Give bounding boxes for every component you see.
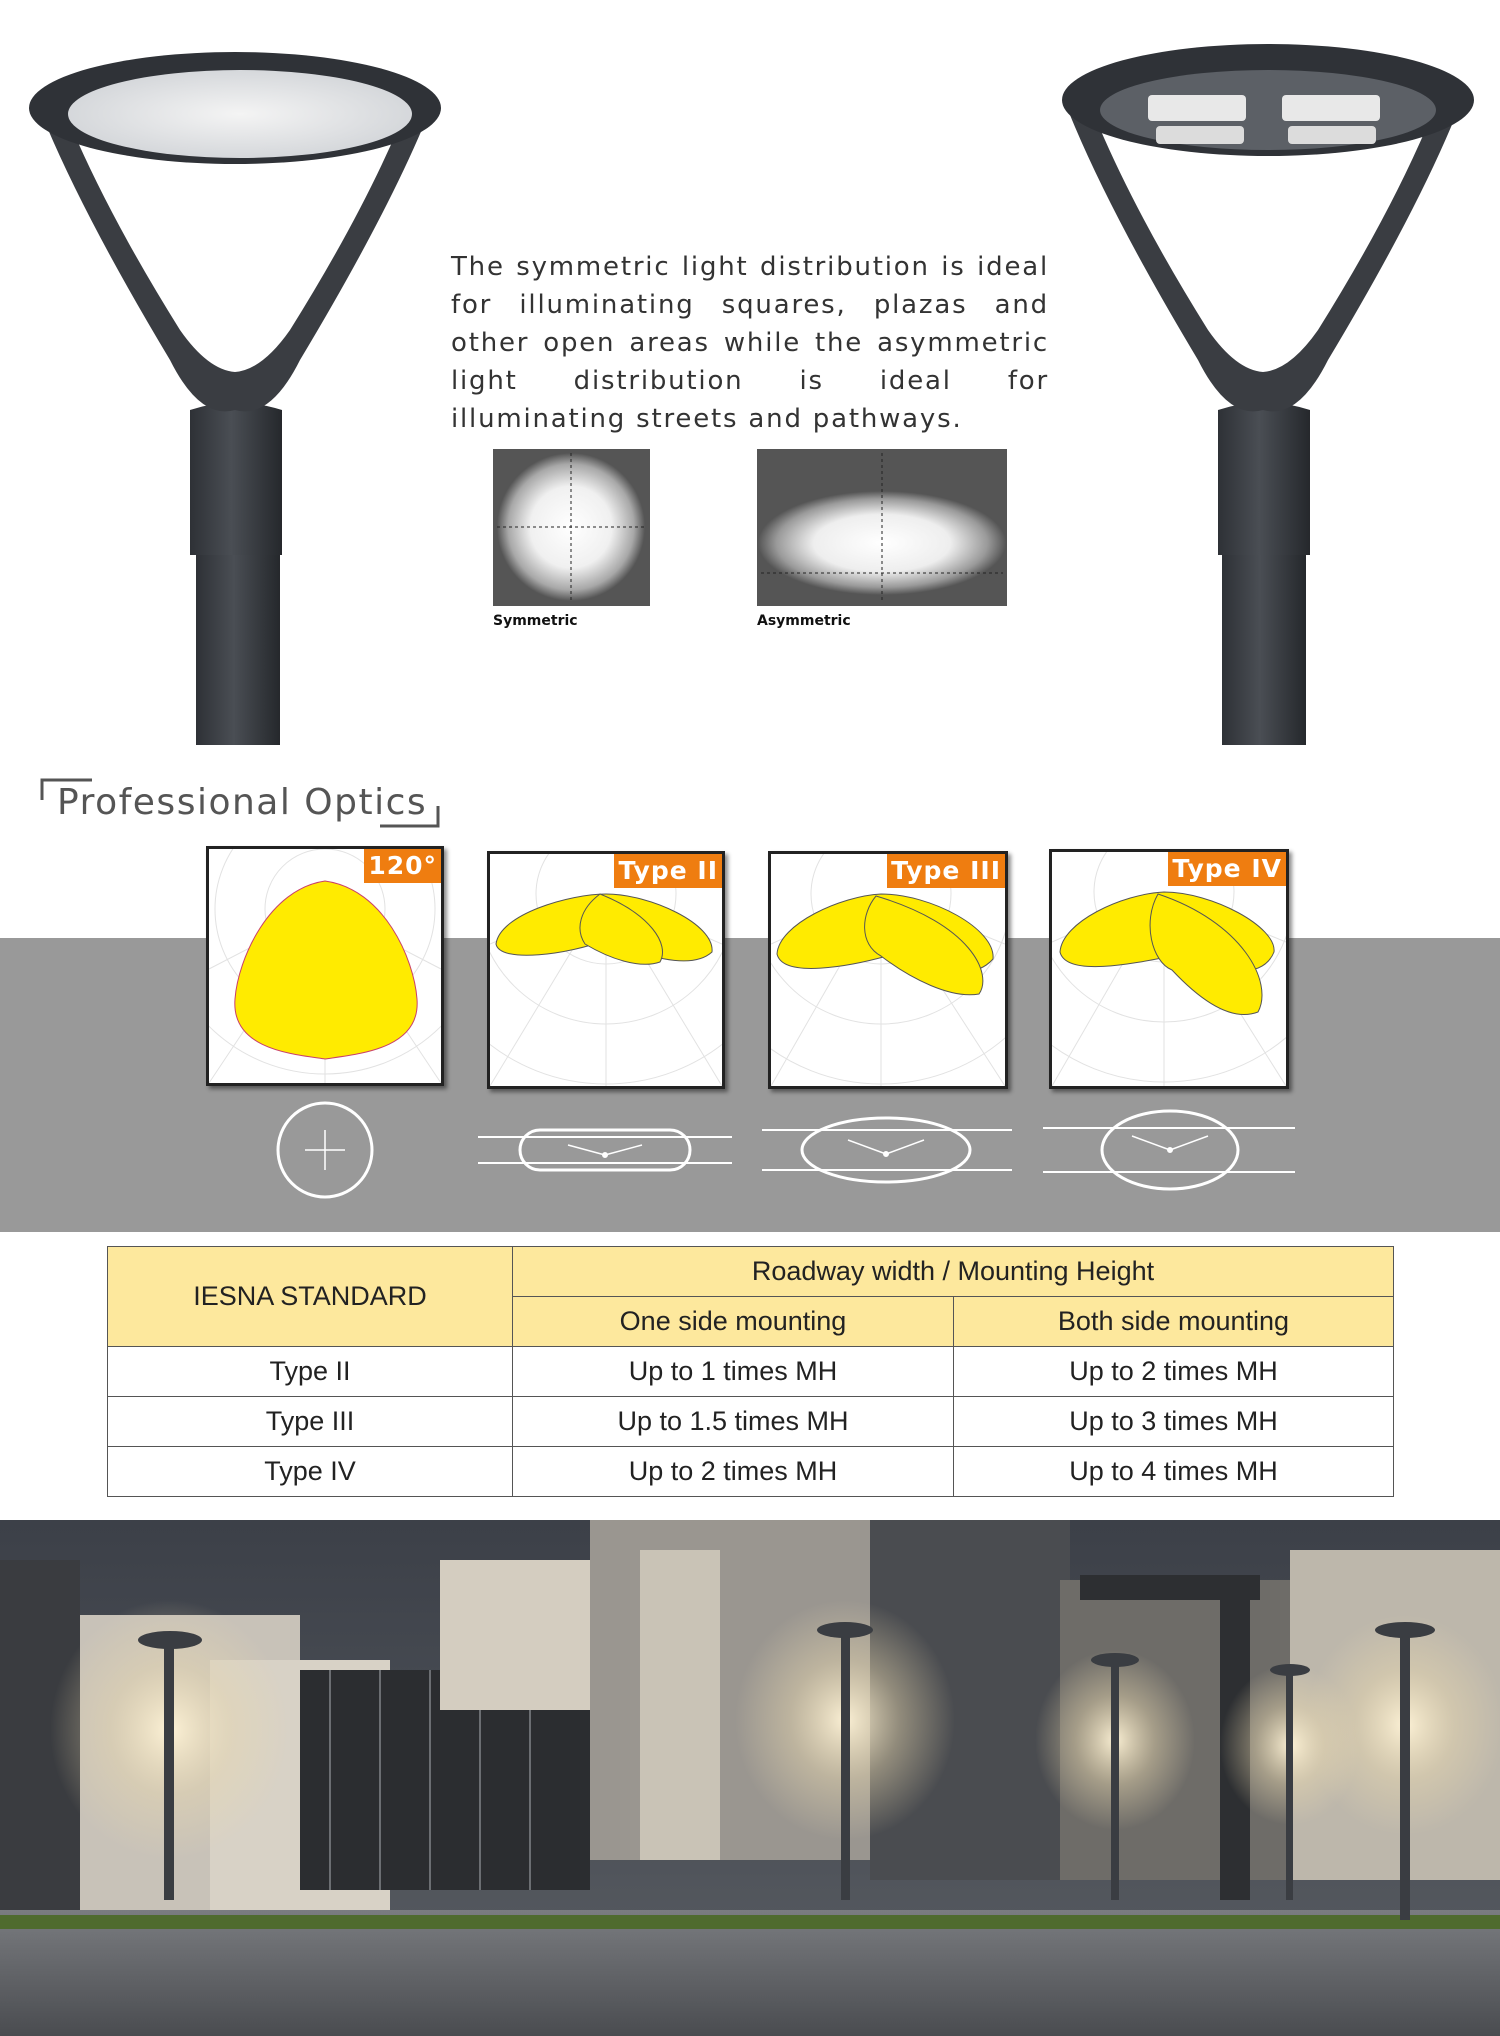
optic-panel-120 [206,846,444,1086]
diagram-type-iv [1043,1111,1295,1189]
asymmetric-caption: Asymmetric [757,613,851,629]
polar-chart-120 [209,849,441,1083]
asymmetric-distribution-image [757,449,1007,606]
optic-tag-type-ii: Type II [614,854,722,888]
symmetric-caption: Symmetric [493,613,578,629]
night-scene-illustration [0,1520,1500,2036]
iesna-table [107,1246,1394,1497]
table-header-both-sides: Both side mounting [954,1297,1394,1347]
optic-panel-type-iv [1049,849,1289,1089]
asymmetric-beam-graphic [757,449,1007,606]
table-cell-type: Type III [108,1397,513,1447]
symmetric-distribution-image [493,449,650,606]
diagram-type-iii [762,1118,1012,1182]
table-header-group: Roadway width / Mounting Height [513,1247,1394,1297]
table-cell-both-sides: Up to 3 times MH [954,1397,1394,1447]
night-scene-photo [0,1520,1500,2036]
section-title: Professional Optics [57,782,428,823]
polar-chart-type-iv [1052,852,1286,1086]
distribution-diagrams [0,1100,1500,1210]
table-header-standard: IESNA STANDARD [108,1247,513,1347]
diagram-type-ii [478,1130,732,1170]
optic-tag-type-iii: Type III [887,854,1005,888]
section-heading [40,778,440,828]
table-cell-one-side: Up to 1.5 times MH [513,1397,954,1447]
table-row [108,1447,1394,1497]
table-cell-one-side: Up to 2 times MH [513,1447,954,1497]
optic-tag-type-iv: Type IV [1168,852,1286,886]
table-row [108,1347,1394,1397]
table-cell-both-sides: Up to 4 times MH [954,1447,1394,1497]
fixture-right [1062,44,1474,745]
fixture-left [29,52,441,745]
polar-chart-type-ii [490,854,722,1086]
table-cell-both-sides: Up to 2 times MH [954,1347,1394,1397]
table-header-one-side: One side mounting [513,1297,954,1347]
table-cell-type: Type II [108,1347,513,1397]
table-cell-type: Type IV [108,1447,513,1497]
table-cell-one-side: Up to 1 times MH [513,1347,954,1397]
polar-chart-type-iii [771,854,1005,1086]
table-row [108,1397,1394,1447]
optic-panel-type-ii [487,851,725,1089]
optic-panel-type-iii [768,851,1008,1089]
distribution-description: The symmetric light distribution is ideal for illuminating squares, plazas and other open areas while the asymmetric light distribution is ideal for illuminating streets and pathways. [451,252,1049,434]
symmetric-beam-graphic [493,449,650,606]
diagram-120 [278,1103,372,1197]
optic-tag-120: 120° [364,849,441,883]
